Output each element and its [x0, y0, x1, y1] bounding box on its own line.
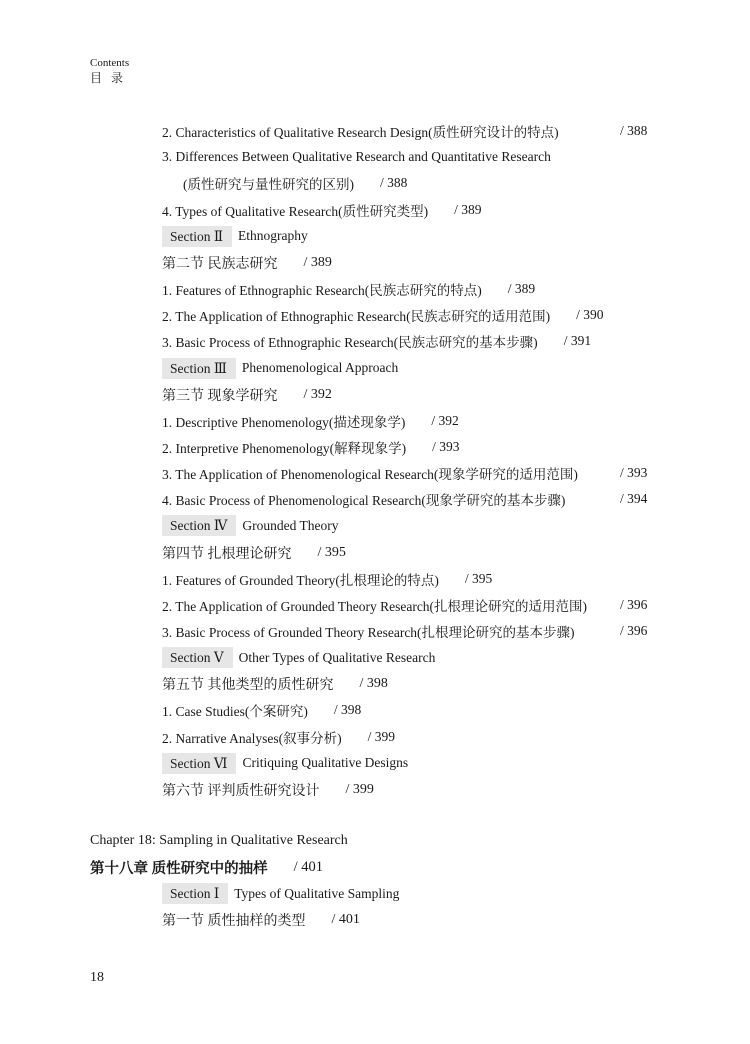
entry-page-number: / 388 — [380, 175, 408, 191]
section-title: Critiquing Qualitative Designs — [242, 755, 409, 771]
section-title-chinese[interactable] — [0, 539, 750, 565]
entry-text: 2. Interpretive Phenomenology(解释现象学) — [162, 440, 407, 456]
entry-page-number: / 393 — [620, 465, 648, 481]
entry-page-number: / 392 — [431, 412, 459, 428]
section-title: Types of Qualitative Sampling — [234, 885, 400, 901]
entry-text: 1. Features of Grounded Theory(扎根理论的特点) — [162, 572, 439, 588]
entry-page-number: / 396 — [620, 623, 648, 639]
toc-entry[interactable] — [0, 724, 750, 750]
section-heading[interactable] — [0, 223, 750, 250]
entry-page-number: / 401 — [331, 912, 360, 928]
section-title-chinese[interactable] — [0, 777, 750, 803]
entry-text: 3. Basic Process of Grounded Theory Research(扎根理论研究的基本步骤) — [162, 625, 575, 641]
entry-text: (质性研究与量性研究的区别) — [183, 177, 354, 193]
entry-text: 3. The Application of Phenomenological Research(现象学研究的适用范围) — [162, 467, 578, 483]
section-heading[interactable] — [0, 880, 750, 907]
entry-page-number: / 399 — [345, 781, 374, 797]
toc-entry[interactable] — [0, 460, 750, 486]
entry-page-number: / 401 — [293, 858, 324, 875]
entry-page-number: / 388 — [620, 123, 648, 139]
entry-text: 第四节 扎根理论研究 — [162, 546, 292, 562]
entry-page-number: / 389 — [454, 201, 482, 217]
toc-entry[interactable] — [0, 276, 750, 302]
entry-page-number: / 391 — [563, 333, 592, 349]
entry-page-number: / 395 — [464, 570, 493, 586]
toc-entry[interactable] — [0, 592, 750, 618]
entry-page-number: / 392 — [303, 386, 332, 402]
entry-text: 4. Types of Qualitative Research(质性研究类型) — [162, 203, 429, 219]
header-english: Contents — [90, 57, 130, 69]
section-title-chinese[interactable] — [0, 382, 750, 408]
entry-page-number: / 389 — [303, 254, 332, 270]
entry-text: 第六节 评判质性研究设计 — [162, 783, 320, 799]
entry-page-number: / 398 — [333, 702, 362, 718]
entry-page-number: / 389 — [507, 281, 536, 297]
toc-entry[interactable] — [0, 566, 750, 592]
section-badge: Section Ⅱ — [162, 226, 232, 247]
section-heading[interactable] — [0, 750, 750, 777]
entry-page-number: / 393 — [432, 438, 460, 454]
table-of-contents — [0, 118, 750, 934]
running-header — [90, 56, 129, 86]
entry-page-number: / 399 — [367, 728, 395, 744]
entry-page-number: / 394 — [620, 491, 648, 507]
section-badge: Section Ⅲ — [162, 358, 236, 379]
entry-text: 2. Narrative Analyses(叙事分析) — [162, 730, 342, 746]
section-title-chinese[interactable] — [0, 907, 750, 933]
toc-entry[interactable] — [0, 408, 750, 434]
section-badge: Section Ⅰ — [162, 883, 228, 904]
header-chinese: 目 录 — [90, 71, 127, 85]
entry-text: 1. Case Studies(个案研究) — [162, 704, 308, 720]
section-badge: Section Ⅵ — [162, 753, 236, 774]
entry-text: 第二节 民族志研究 — [162, 256, 278, 272]
entry-text: 第一节 质性抽样的类型 — [162, 914, 306, 930]
toc-entry[interactable] — [0, 486, 750, 512]
section-title: Phenomenological Approach — [241, 360, 399, 375]
toc-entry[interactable] — [0, 697, 750, 723]
entry-page-number: / 395 — [317, 544, 346, 560]
entry-text: 第十八章 质性研究中的抽样 — [90, 860, 268, 877]
section-heading[interactable] — [0, 355, 750, 382]
entry-text: 3. Differences Between Qualitative Research and Quantitative Research — [162, 149, 551, 165]
entry-text: 第三节 现象学研究 — [162, 388, 278, 404]
entry-text: 4. Basic Process of Phenomenological Research(现象学研究的基本步骤) — [162, 493, 566, 509]
toc-entry[interactable] — [0, 302, 750, 328]
toc-entry[interactable] — [0, 434, 750, 460]
section-title-chinese[interactable] — [0, 250, 750, 276]
page-number: 18 — [90, 970, 104, 985]
entry-text: 1. Features of Ethnographic Research(民族志研究的特点) — [162, 283, 482, 299]
section-title: Ethnography — [238, 228, 308, 244]
toc-entry[interactable] — [0, 197, 750, 223]
section-heading[interactable] — [0, 512, 750, 539]
section-title: Other Types of Qualitative Research — [238, 649, 436, 665]
section-badge: Section Ⅳ — [162, 515, 236, 536]
entry-text: Chapter 18: Sampling in Qualitative Research — [90, 833, 348, 849]
entry-text: 2. Characteristics of Qualitative Research Design(质性研究设计的特点) — [162, 125, 559, 141]
toc-entry[interactable] — [0, 118, 750, 144]
toc-entry[interactable] — [0, 144, 750, 170]
entry-page-number: / 396 — [620, 596, 648, 612]
entry-text: 2. The Application of Ethnographic Research(民族志研究的适用范围) — [162, 309, 551, 325]
entry-text: 3. Basic Process of Ethnographic Research(民族志研究的基本步骤) — [162, 335, 538, 351]
toc-entry[interactable] — [0, 170, 750, 196]
section-badge: Section Ⅴ — [162, 647, 233, 668]
chapter-title[interactable] — [0, 828, 750, 854]
entry-page-number: / 390 — [576, 307, 604, 323]
toc-entry[interactable] — [0, 618, 750, 644]
entry-page-number: / 398 — [359, 676, 388, 692]
section-title: Grounded Theory — [242, 517, 339, 533]
chapter-title-chinese[interactable] — [0, 854, 750, 880]
entry-text: 1. Descriptive Phenomenology(描述现象学) — [162, 414, 406, 430]
section-title-chinese[interactable] — [0, 671, 750, 697]
section-heading[interactable] — [0, 644, 750, 671]
toc-entry[interactable] — [0, 328, 750, 354]
entry-text: 2. The Application of Grounded Theory Research(扎根理论研究的适用范围) — [162, 598, 588, 614]
entry-text: 第五节 其他类型的质性研究 — [162, 678, 334, 694]
section-gap — [0, 803, 750, 828]
